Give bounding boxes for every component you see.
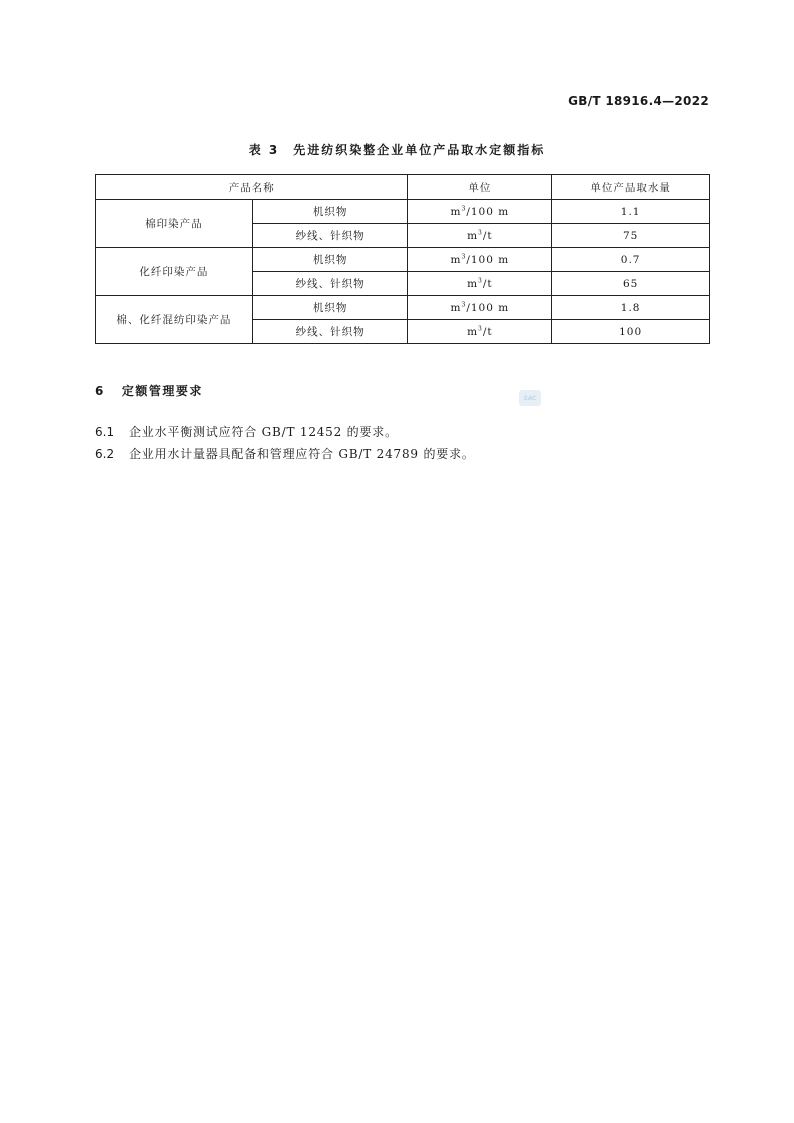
product-type: 机织物 [252,248,408,272]
header-product-name: 产品名称 [96,175,408,200]
product-type: 纱线、针织物 [252,272,408,296]
value-cell: 65 [552,272,710,296]
clause-text: 企业水平衡测试应符合 GB/T 12452 的要求。 [129,425,398,439]
unit-cell: $m^3/t$ [408,272,552,296]
product-group-name: 化纤印染产品 [96,248,253,296]
clause-text: 企业用水计量器具配备和管理应符合 GB/T 24789 的要求。 [129,447,475,461]
sac-watermark-logo: SAC [519,390,541,406]
clause-number: 6.2 [95,447,115,461]
table-row [96,296,710,320]
product-type: 纱线、针织物 [252,320,408,344]
unit-cell: $m^3/t$ [408,320,552,344]
product-group-name: 棉印染产品 [96,200,253,248]
value-cell: 1.1 [552,200,710,224]
section-heading [95,382,203,399]
clause-6-1 [95,423,398,440]
clause-6-2 [95,445,475,462]
table-header-row [96,175,710,200]
value-cell: 75 [552,224,710,248]
product-type: 纱线、针织物 [252,224,408,248]
section-title: 定额管理要求 [121,384,203,398]
clause-number: 6.1 [95,425,115,439]
table-title [0,141,794,158]
standard-code: GB/T 18916.4—2022 [568,94,709,108]
product-type: 机织物 [252,200,408,224]
unit-cell: $m^3/t$ [408,224,552,248]
value-cell: 0.7 [552,248,710,272]
value-cell: 1.8 [552,296,710,320]
value-cell: 100 [552,320,710,344]
header-water-intake: 单位产品取水量 [552,175,710,200]
unit-cell: $m^3/100$ m [408,248,552,272]
unit-cell: $m^3/100$ m [408,200,552,224]
water-quota-table [95,174,710,344]
product-group-name: 棉、化纤混纺印染产品 [96,296,253,344]
header-unit: 单位 [408,175,552,200]
table-title-text: 先进纺织染整企业单位产品取水定额指标 [293,143,546,157]
table-row [96,200,710,224]
unit-cell: $m^3/100$ m [408,296,552,320]
table-row [96,248,710,272]
table-title-label: 表 3 [248,143,280,157]
section-number: 6 [95,384,105,398]
product-type: 机织物 [252,296,408,320]
